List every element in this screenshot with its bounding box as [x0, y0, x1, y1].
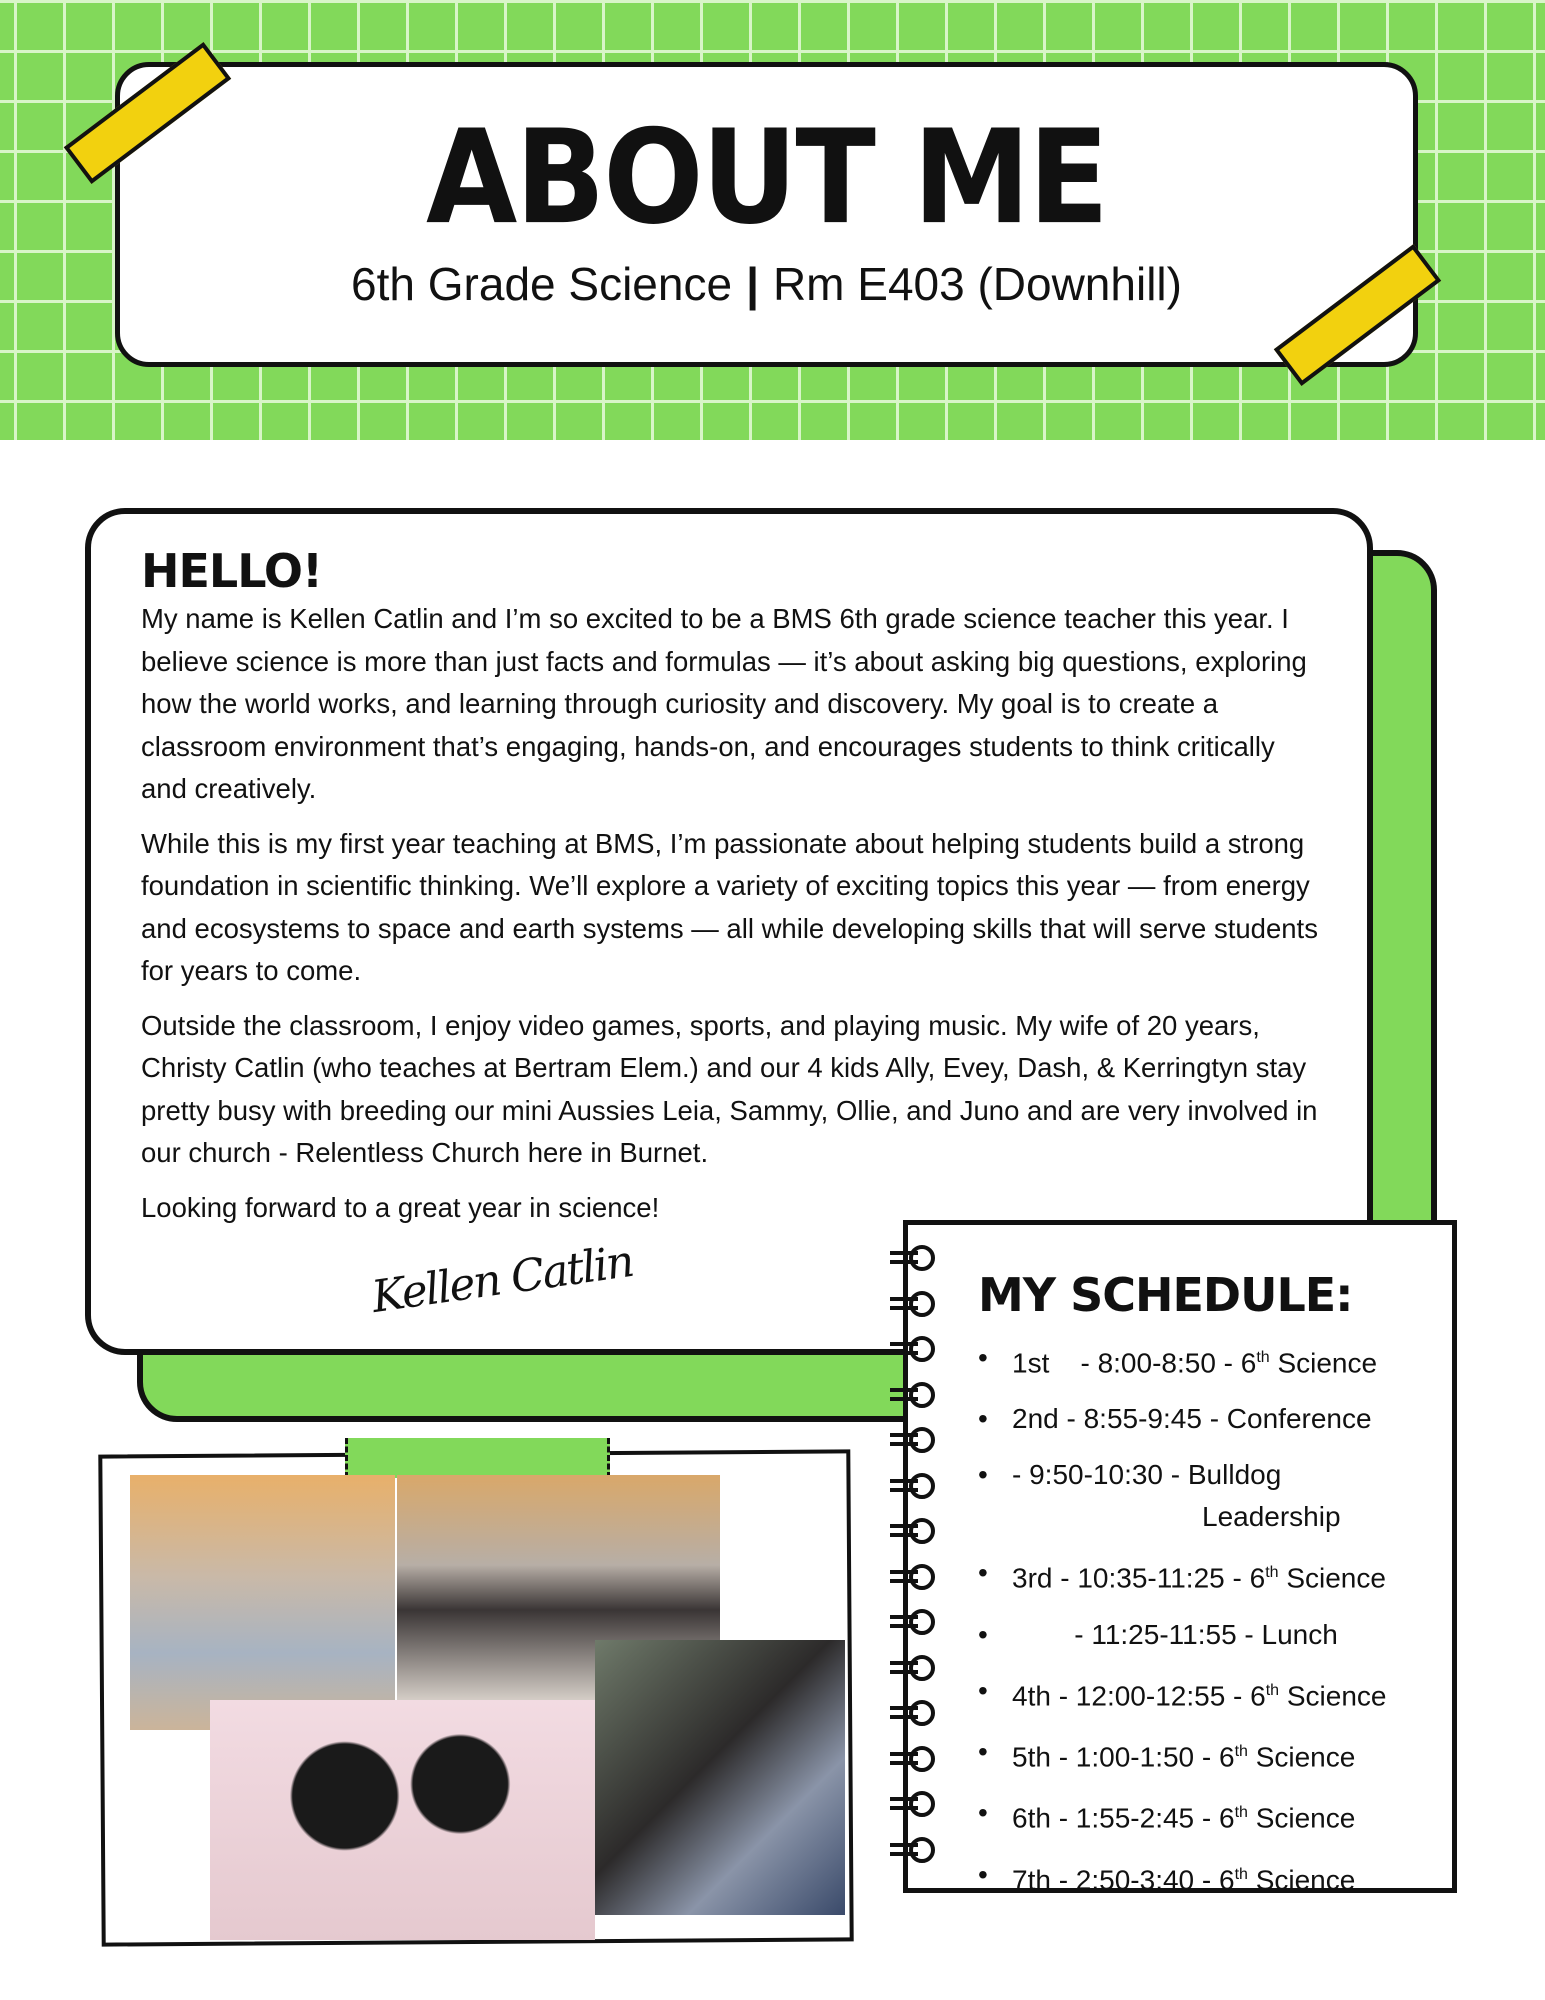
schedule-item: • - 9:50-10:30 - Bulldog Leadership	[978, 1454, 1432, 1538]
photo-dogs	[595, 1640, 845, 1915]
schedule-item: • 6th - 1:55-2:45 - 6th Science	[978, 1792, 1432, 1839]
spiral-ring-icon	[888, 1471, 938, 1501]
spiral-ring-icon	[888, 1425, 938, 1455]
spiral-ring-icon	[888, 1380, 938, 1410]
grade-subject: 6th Grade Science	[351, 258, 733, 310]
schedule-item: • 4th - 12:00-12:55 - 6th Science	[978, 1670, 1432, 1717]
photo-couple	[130, 1475, 395, 1730]
spiral-ring-icon	[888, 1653, 938, 1683]
spiral-ring-icon	[888, 1289, 938, 1319]
signature: Kellen Catlin	[368, 1235, 636, 1324]
schedule-item: • 2nd - 8:55-9:45 - Conference	[978, 1398, 1432, 1440]
tape-decoration	[345, 1438, 610, 1478]
separator: |	[746, 258, 759, 310]
spiral-ring-icon	[888, 1744, 938, 1774]
schedule-list	[978, 1337, 1432, 1901]
spiral-ring-icon	[888, 1334, 938, 1364]
spiral-ring-icon	[888, 1607, 938, 1637]
spiral-ring-icon	[888, 1789, 938, 1819]
spiral-ring-icon	[888, 1243, 938, 1273]
schedule-item: • 3rd - 10:35-11:25 - 6th Science	[978, 1552, 1432, 1599]
schedule-item: • 5th - 1:00-1:50 - 6th Science	[978, 1731, 1432, 1778]
spiral-ring-icon	[888, 1516, 938, 1546]
paragraph: Outside the classroom, I enjoy video games, sports, and playing music. My wife of 20 years, Christy Catlin (who teaches at Bertram Elem.) and our 4 kids Ally, Evey, Dash, & Kerringtyn stay pretty busy with breeding our mini Aussies Leia, Sammy, Ollie, and Juno and are very involved in our church - Relentless Church here in Burnet.	[141, 1009, 1318, 1168]
paragraph: Looking forward to a great year in science!	[141, 1191, 660, 1223]
schedule-item-continuation: Leadership	[1202, 1501, 1341, 1533]
photo-puppies	[210, 1700, 595, 1940]
hello-heading: HELLO!	[141, 544, 322, 598]
paragraph: My name is Kellen Catlin and I’m so excited to be a BMS 6th grade science teacher this year. I believe science is more than just facts and formulas — it’s about asking big questions, exploring how the world works, and learning through curiosity and discovery. My goal is to create a classroom environment that’s engaging, hands-on, and encourages students to think critically and creatively.	[141, 603, 1307, 804]
schedule-heading: MY SCHEDULE:	[978, 1268, 1353, 1322]
room: Rm E403 (Downhill)	[772, 258, 1182, 310]
schedule-item: • 1st - 8:00-8:50 - 6th Science	[978, 1337, 1432, 1384]
paragraph: While this is my first year teaching at BMS, I’m passionate about helping students build a strong foundation in scientific thinking. We’ll explore a variety of exciting topics this year — from energy and ecosystems to space and earth systems — all while developing skills that will serve students for years to come.	[141, 827, 1318, 986]
spiral-ring-icon	[888, 1698, 938, 1728]
page-title: ABOUT ME	[426, 101, 1107, 253]
schedule-item: • - 11:25-11:55 - Lunch	[978, 1614, 1432, 1656]
schedule-notebook	[903, 1220, 1457, 1893]
spiral-ring-icon	[888, 1835, 938, 1865]
title-card	[115, 62, 1418, 367]
schedule-item: • 7th - 2:50-3:40 - 6th Science	[978, 1854, 1432, 1901]
subtitle	[120, 257, 1413, 311]
spiral-ring-icon	[888, 1562, 938, 1592]
